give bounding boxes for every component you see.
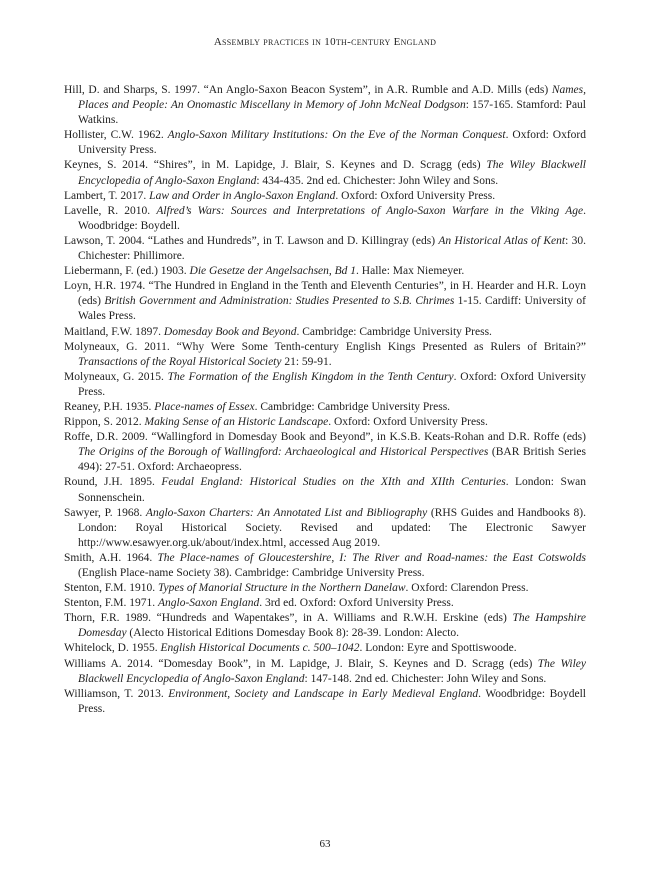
reference-title: An Historical Atlas of Kent bbox=[438, 234, 566, 247]
reference-title: Anglo-Saxon England bbox=[157, 597, 260, 610]
reference-text: Rippon, S. 2012. bbox=[64, 416, 145, 429]
reference-entry bbox=[64, 551, 586, 581]
reference-text: Lambert, T. 2017. bbox=[64, 189, 150, 202]
reference-text: Sawyer, P. 1968. bbox=[64, 506, 146, 519]
reference-text: . Woodbridge: Boydell Press. bbox=[78, 687, 586, 715]
reference-text: . Cambridge: Cambridge University Press. bbox=[296, 325, 492, 338]
reference-text: Hill, D. and Sharps, S. 1997. “An Anglo-Saxon Beacon System”, in A.R. Rumble and A.D. Mills (eds) bbox=[64, 84, 552, 96]
reference-title: The Place-names of Gloucestershire, I: The River and Road-names: the East Cotswolds bbox=[157, 551, 586, 564]
reference-entry bbox=[64, 83, 586, 128]
reference-text: Roffe, D.R. 2009. “Wallingford in Domesday Book and Beyond”, in K.S.B. Keats-Rohan and D.R. Roffe (eds) bbox=[64, 431, 586, 444]
reference-text: Loyn, H.R. 1974. “The Hundred in England in the Tenth and Eleventh Centuries”, in H. Hearder and H.R. Loyn (eds) bbox=[64, 280, 586, 308]
reference-text: Molyneaux, G. 2015. bbox=[64, 370, 168, 383]
reference-title: Names, Places and People: An Onomastic Miscellany in Memory of John McNeal Dodgson bbox=[78, 84, 586, 112]
reference-title: English Historical Documents c. 500–1042 bbox=[160, 642, 360, 655]
reference-entry bbox=[64, 430, 586, 475]
reference-entry bbox=[64, 641, 586, 656]
reference-title: Die Gesetze der Angelsachsen, Bd 1 bbox=[189, 265, 357, 278]
reference-title: Law and Order in Anglo-Saxon England bbox=[149, 189, 336, 202]
reference-text: Round, J.H. 1895. bbox=[64, 476, 162, 489]
reference-text: . Oxford: Oxford University Press. bbox=[328, 416, 488, 429]
reference-text: : 434-435. 2nd ed. Chichester: John Wiley and Sons. bbox=[256, 174, 499, 187]
reference-entry bbox=[64, 189, 586, 204]
reference-title: Anglo-Saxon Military Institutions: On the Eve of the Norman Conquest bbox=[167, 129, 506, 142]
reference-text: Smith, A.H. 1964. bbox=[64, 551, 158, 564]
reference-entry bbox=[64, 279, 586, 324]
reference-entry bbox=[64, 687, 586, 717]
reference-title: Environment, Society and Landscape in Early Medieval England bbox=[168, 687, 479, 700]
reference-text: (Alecto Historical Editions Domesday Book 8): 28-39. London: Alecto. bbox=[126, 627, 460, 640]
reference-text: . Cambridge: Cambridge University Press. bbox=[254, 400, 451, 413]
reference-entry bbox=[64, 158, 586, 188]
reference-entry bbox=[64, 234, 586, 264]
page-number: 63 bbox=[319, 838, 331, 850]
reference-entry bbox=[64, 340, 586, 370]
reference-text: . London: Swan Sonnenschein. bbox=[78, 476, 587, 504]
reference-text: 21: 59-91. bbox=[281, 355, 332, 368]
reference-title: Transactions of the Royal Historical Society bbox=[78, 355, 282, 368]
reference-text: . Oxford: Oxford University Press. bbox=[78, 129, 587, 157]
reference-text: (BAR British Series 494): 27-51. Oxford: Archaeopress. bbox=[78, 446, 587, 474]
reference-entry bbox=[64, 415, 586, 430]
reference-title: Feudal England: Historical Studies on the XIth and XIIth Centuries bbox=[161, 476, 506, 489]
reference-title: Domesday Book and Beyond bbox=[163, 325, 297, 338]
reference-text: Stenton, F.M. 1910. bbox=[64, 582, 158, 595]
reference-text: . Oxford: Oxford University Press. bbox=[335, 189, 496, 202]
reference-entry bbox=[64, 370, 586, 400]
reference-title: The Hampshire Domesday bbox=[78, 612, 586, 640]
reference-entry bbox=[64, 581, 586, 596]
reference-text: : 30. Chichester: Phillimore. bbox=[78, 234, 586, 263]
reference-text: Maitland, F.W. 1897. bbox=[64, 325, 164, 338]
reference-text: Williams A. 2014. “Domesday Book”, in M. Lapidge, J. Blair, S. Keynes and D. Scragg (eds) bbox=[64, 657, 538, 670]
reference-title: The Wiley Blackwell Encyclopedia of Anglo-Saxon England bbox=[78, 657, 586, 685]
reference-text: Thorn, F.R. 1989. “Hundreds and Wapentakes”, in A. Williams and R.W.H. Erskine (eds) bbox=[64, 612, 513, 625]
reference-title: The Wiley Blackwell Encyclopedia of Anglo-Saxon England bbox=[78, 159, 587, 187]
reference-text: Molyneaux, G. 2011. “Why Were Some Tenth-century English Kings Presented as Rulers of Britain?” bbox=[64, 340, 586, 353]
bibliography-list bbox=[64, 83, 586, 717]
reference-text: . Woodbridge: Boydell. bbox=[78, 204, 586, 232]
reference-text: (English Place-name Society 38). Cambridge: Cambridge University Press. bbox=[78, 567, 425, 579]
reference-entry bbox=[64, 128, 586, 158]
reference-text: Lavelle, R. 2010. bbox=[64, 204, 157, 217]
reference-text: Whitelock, D. 1955. bbox=[64, 642, 161, 655]
reference-entry bbox=[64, 611, 586, 641]
reference-text: Hollister, C.W. 1962. bbox=[64, 129, 168, 142]
reference-entry bbox=[64, 264, 586, 279]
reference-text: . Oxford: Clarendon Press. bbox=[405, 582, 529, 595]
reference-title: The Formation of the English Kingdom in the Tenth Century bbox=[167, 370, 454, 383]
reference-text: . London: Eyre and Spottiswoode. bbox=[359, 642, 517, 655]
reference-text: Keynes, S. 2014. “Shires”, in M. Lapidge, J. Blair, S. Keynes and D. Scragg (eds) bbox=[64, 159, 487, 172]
reference-text: : 147-148. 2nd ed. Chichester: John Wiley and Sons. bbox=[304, 672, 547, 685]
reference-title: The Origins of the Borough of Wallingford: Archaeological and Historical Perspectives bbox=[78, 446, 489, 459]
reference-text: Liebermann, F. (ed.) 1903. bbox=[64, 265, 190, 278]
reference-entry bbox=[64, 475, 586, 505]
reference-text: (RHS Guides and Handbooks 8). London: Royal Historical Society. Revised and updated: The Electronic Sawyer http://www.esawyer.org.uk/about/index.html, accessed Aug 2019. bbox=[78, 506, 586, 549]
reference-entry bbox=[64, 657, 586, 687]
reference-entry bbox=[64, 204, 586, 234]
reference-text: Stenton, F.M. 1971. bbox=[64, 597, 158, 610]
reference-text: . Halle: Max Niemeyer. bbox=[356, 265, 465, 278]
reference-text: . Oxford: Oxford University Press. bbox=[78, 370, 586, 398]
reference-text: . 3rd ed. Oxford: Oxford University Press. bbox=[259, 597, 454, 610]
reference-text: Williamson, T. 2013. bbox=[64, 687, 169, 700]
reference-title: Alfred’s Wars: Sources and Interpretations of Anglo-Saxon Warfare in the Viking Age bbox=[156, 204, 584, 217]
reference-title: Anglo-Saxon Charters: An Annotated List and Bibliography bbox=[145, 506, 428, 519]
reference-title: Place-names of Essex bbox=[154, 400, 255, 413]
reference-text: Reaney, P.H. 1935. bbox=[64, 400, 155, 413]
reference-entry bbox=[64, 325, 586, 340]
reference-entry bbox=[64, 506, 586, 551]
reference-text: 1-15. Cardiff: University of Wales Press. bbox=[78, 295, 586, 323]
reference-entry bbox=[64, 400, 586, 415]
reference-title: British Government and Administration: Studies Presented to S.B. Chrimes bbox=[104, 295, 455, 308]
reference-entry bbox=[64, 596, 586, 611]
reference-title: Making Sense of an Historic Landscape bbox=[144, 416, 329, 429]
reference-text: : 157-165. Stamford: Paul Watkins. bbox=[78, 99, 587, 127]
reference-title: Types of Manorial Structure in the Northern Danelaw bbox=[157, 582, 406, 595]
reference-text: Lawson, T. 2004. “Lathes and Hundreds”, in T. Lawson and D. Killingray (eds) bbox=[64, 234, 439, 247]
running-head: Assembly practices in 10th-century England bbox=[213, 36, 437, 48]
